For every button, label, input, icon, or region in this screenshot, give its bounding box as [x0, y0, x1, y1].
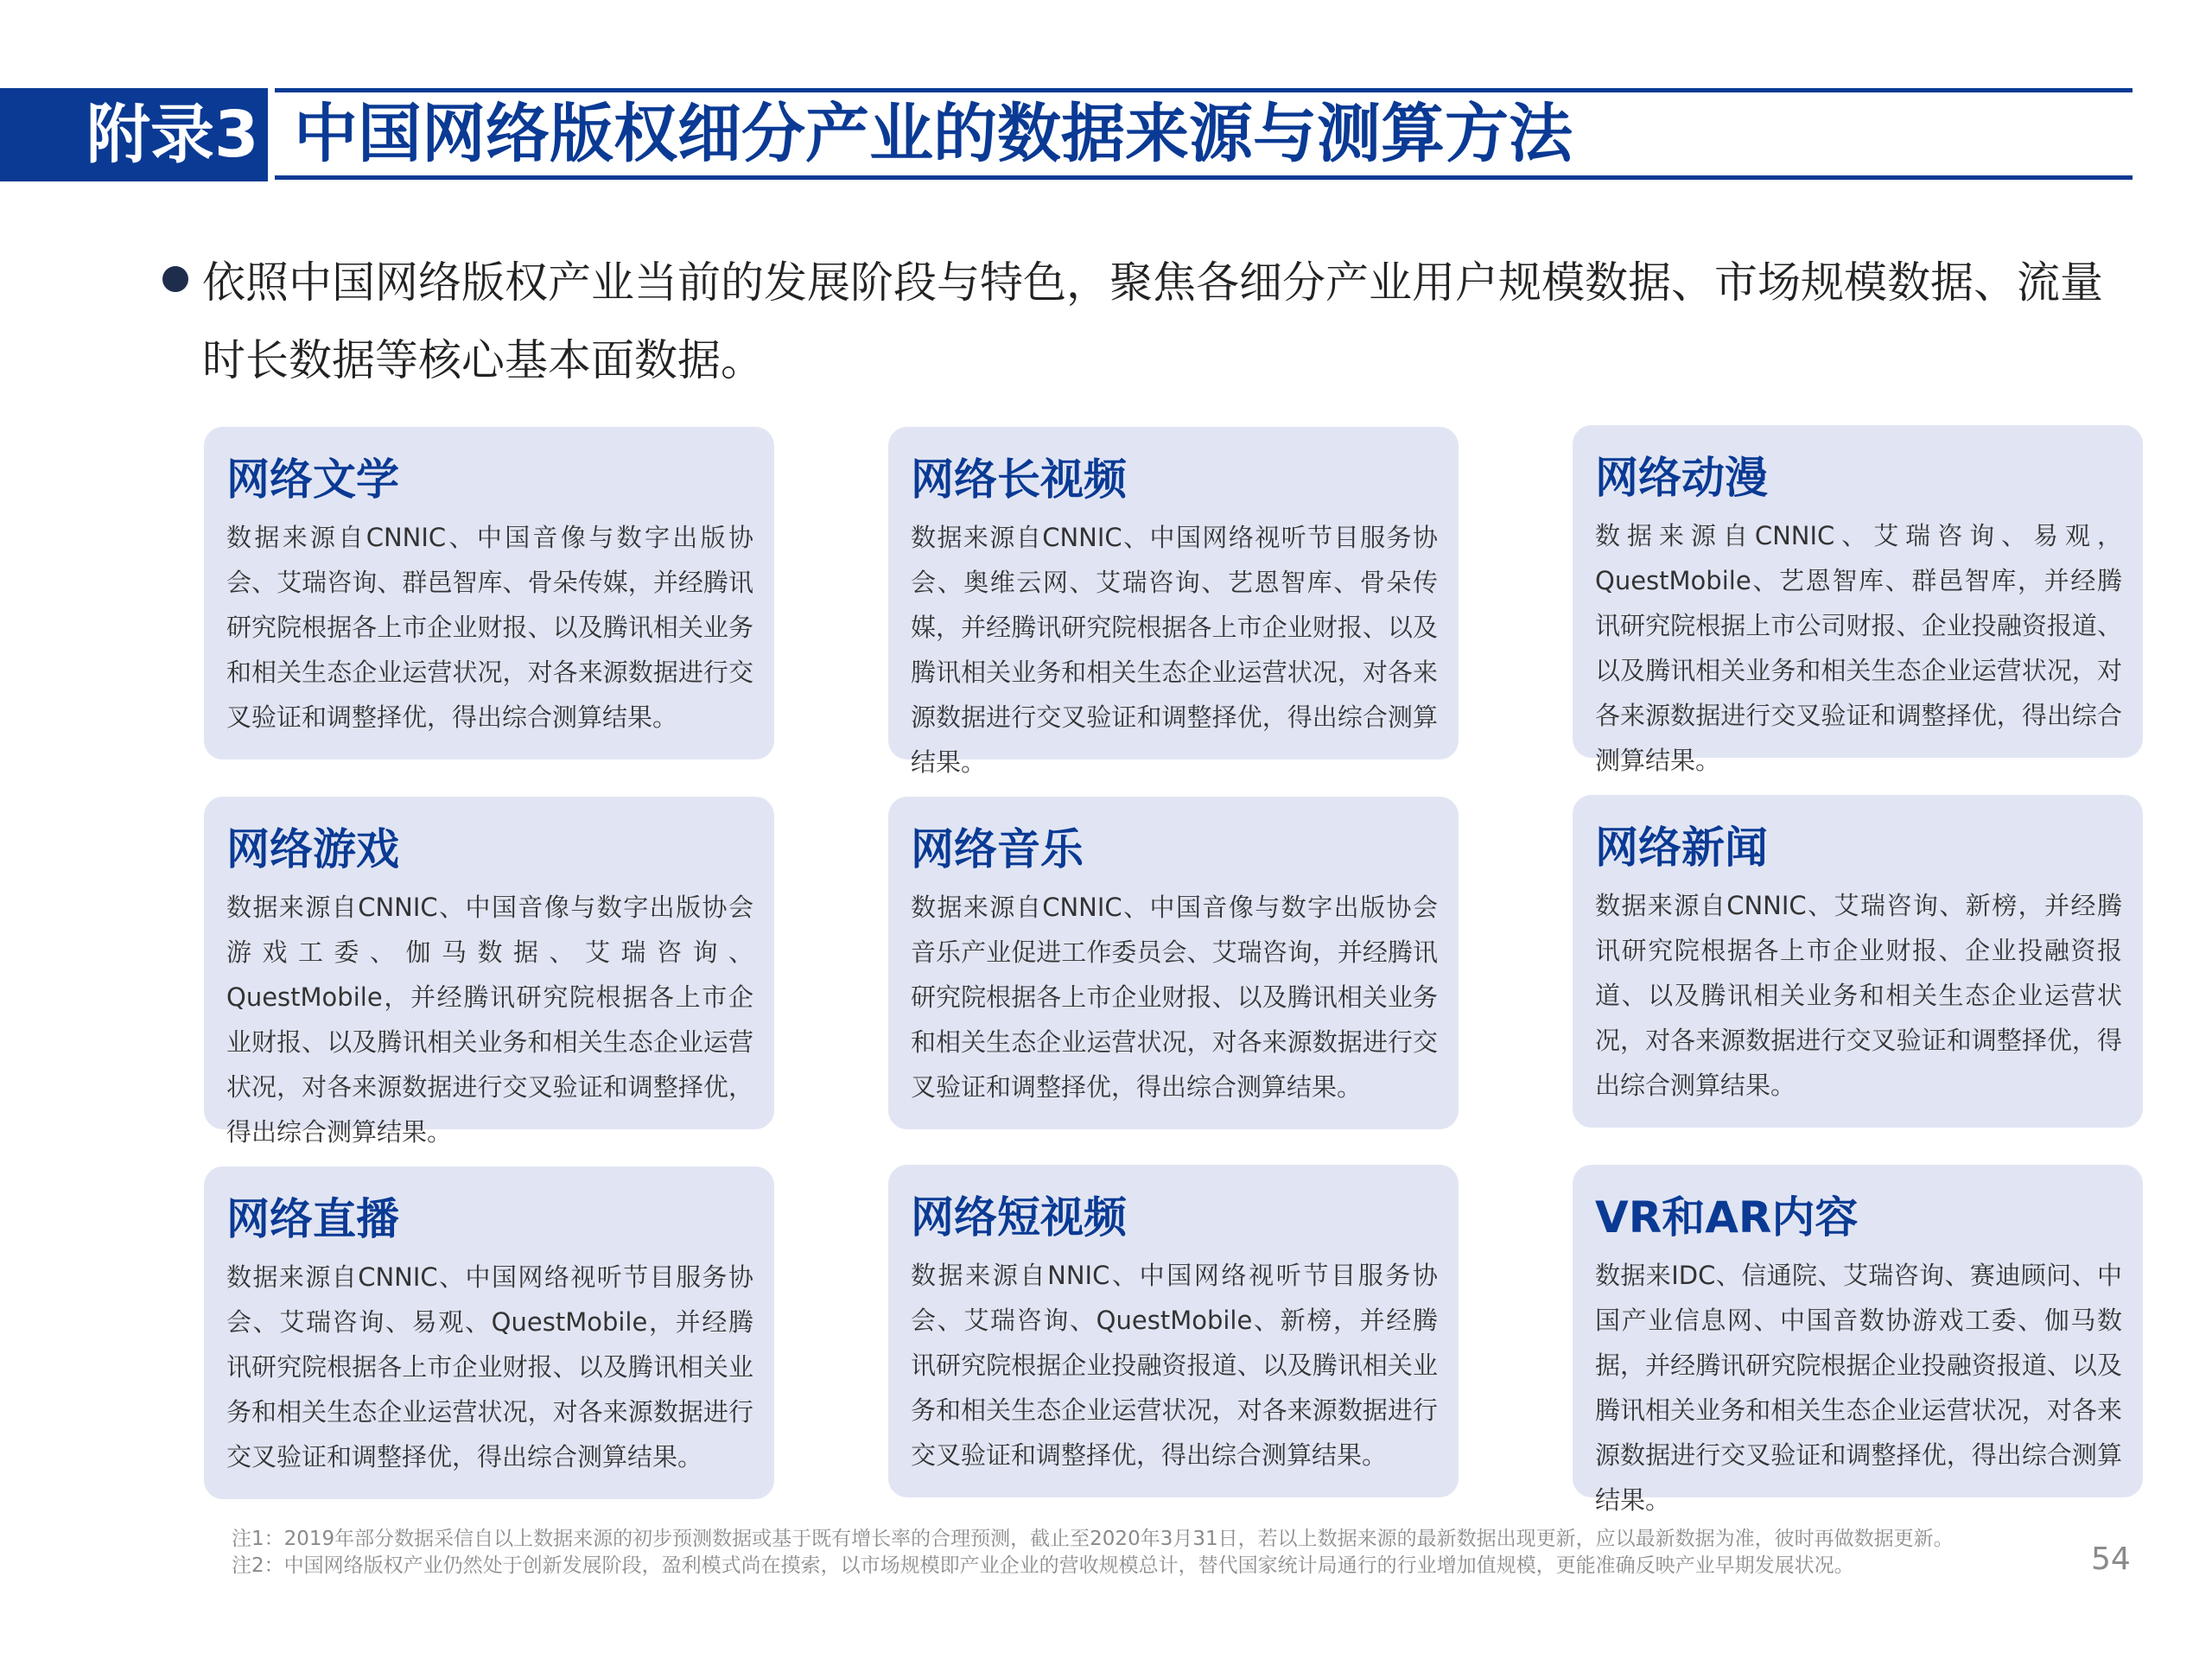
card-body: 数据来源自CNNIC、艾瑞咨询、新榜，并经腾讯研究院根据各上市企业财报、企业投融资报道、以及腾讯相关业务和相关生态企业运营状况，对各来源数据进行交叉验证和调整择优，得出综合测算结果。	[1595, 891, 2122, 1100]
appendix-label: 附录3	[86, 98, 259, 172]
card-title: 网络直播	[226, 1194, 399, 1244]
intro-paragraph	[162, 244, 2141, 399]
card-live-streaming	[204, 1166, 774, 1499]
card-title: VR和AR内容	[1595, 1192, 1859, 1243]
card-online-games	[204, 797, 774, 1147]
page-number: 54	[2091, 1541, 2131, 1577]
card-title: 网络音乐	[911, 824, 1084, 874]
card-body: 数据来IDC、信通院、艾瑞咨询、赛迪顾问、中国产业信息网、中国音数协游戏工委、伽马数据，并经腾讯研究院根据企业投融资报道、以及腾讯相关业务和相关生态企业运营状况，对各来源数据进行交叉验证和调整择优，得出综合测算结果。	[1595, 1261, 2122, 1515]
footnote-2: 注2：中国网络版权产业仍然处于创新发展阶段，盈利模式尚在摸索，以市场规模即产业企业的营收规模总计，替代国家统计局通行的行业增加值规模，更能准确反映产业早期发展状况。	[232, 1554, 1854, 1577]
card-body: 数据来源自NNIC、中国网络视听节目服务协会、艾瑞咨询、QuestMobile、新榜，并经腾讯研究院根据企业投融资报道、以及腾讯相关业务和相关生态企业运营状况，对各来源数据进行交叉验证和调整择优，得出综合测算结果。	[911, 1261, 1438, 1470]
card-body: 数据来源自CNNIC、艾瑞咨询、易观，QuestMobile、艺恩智库、群邑智库，并经腾讯研究院根据上市公司财报、企业投融资报道、以及腾讯相关业务和相关生态企业运营状况，对各来源数据进行交叉验证和调整择优，得出综合测算结果。	[1595, 521, 2122, 775]
card-body: 数据来源自CNNIC、中国音像与数字出版协会音乐产业促进工作委员会、艾瑞咨询，并经腾讯研究院根据各上市企业财报、以及腾讯相关业务和相关生态企业运营状况，对各来源数据进行交叉验证和调整择优，得出综合测算结果。	[911, 893, 1438, 1102]
card-body: 数据来源自CNNIC、中国音像与数字出版协会、艾瑞咨询、群邑智库、骨朵传媒，并经腾讯研究院根据各上市企业财报、以及腾讯相关业务和相关生态企业运营状况，对各来源数据进行交叉验证和调整择优，得出综合测算结果。	[226, 523, 753, 732]
card-online-music	[888, 797, 1459, 1129]
card-title: 网络文学	[226, 454, 399, 505]
card-online-news	[1573, 795, 2143, 1128]
card-online-animation	[1573, 425, 2143, 775]
footnote-1: 注1：2019年部分数据采信自以上数据来源的初步预测数据或基于既有增长率的合理预测，截止至2020年3月31日，若以上数据来源的最新数据出现更新，应以最新数据为准，彼时再做数据更新。	[232, 1528, 1954, 1550]
card-vr-ar-content	[1573, 1165, 2143, 1515]
card-online-long-video	[888, 427, 1459, 777]
card-short-video	[888, 1165, 1459, 1497]
bullet-icon	[162, 266, 188, 292]
card-title: 网络长视频	[911, 454, 1127, 505]
card-title: 网络游戏	[226, 824, 399, 874]
card-body: 数据来源自CNNIC、中国网络视听节目服务协会、奥维云网、艾瑞咨询、艺恩智库、骨朵传媒，并经腾讯研究院根据各上市企业财报、以及腾讯相关业务和相关生态企业运营状况，对各来源数据进行交叉验证和调整择优，得出综合测算结果。	[911, 523, 1438, 777]
card-body: 数据来源自CNNIC、中国网络视听节目服务协会、艾瑞咨询、易观、QuestMobile，并经腾讯研究院根据各上市企业财报、以及腾讯相关业务和相关生态企业运营状况，对各来源数据进行交叉验证和调整择优，得出综合测算结果。	[226, 1262, 753, 1471]
header-band	[0, 88, 2134, 181]
footnotes	[232, 1526, 2107, 1580]
card-online-literature	[204, 427, 774, 760]
card-title: 网络新闻	[1595, 823, 1768, 873]
intro-text: 依照中国网络版权产业当前的发展阶段与特色，聚焦各细分产业用户规模数据、市场规模数据、流量时长数据等核心基本面数据。	[202, 257, 2103, 385]
card-title: 网络短视频	[911, 1192, 1127, 1243]
page-title: 中国网络版权细分产业的数据来源与测算方法	[294, 97, 1573, 171]
card-body: 数据来源自CNNIC、中国音像与数字出版协会游戏工委、伽马数据、艾瑞咨询、QuestMobile，并经腾讯研究院根据各上市企业财报、以及腾讯相关业务和相关生态企业运营状况，对各来源数据进行交叉验证和调整择优，得出综合测算结果。	[226, 893, 753, 1147]
card-title: 网络动漫	[1595, 453, 1768, 503]
